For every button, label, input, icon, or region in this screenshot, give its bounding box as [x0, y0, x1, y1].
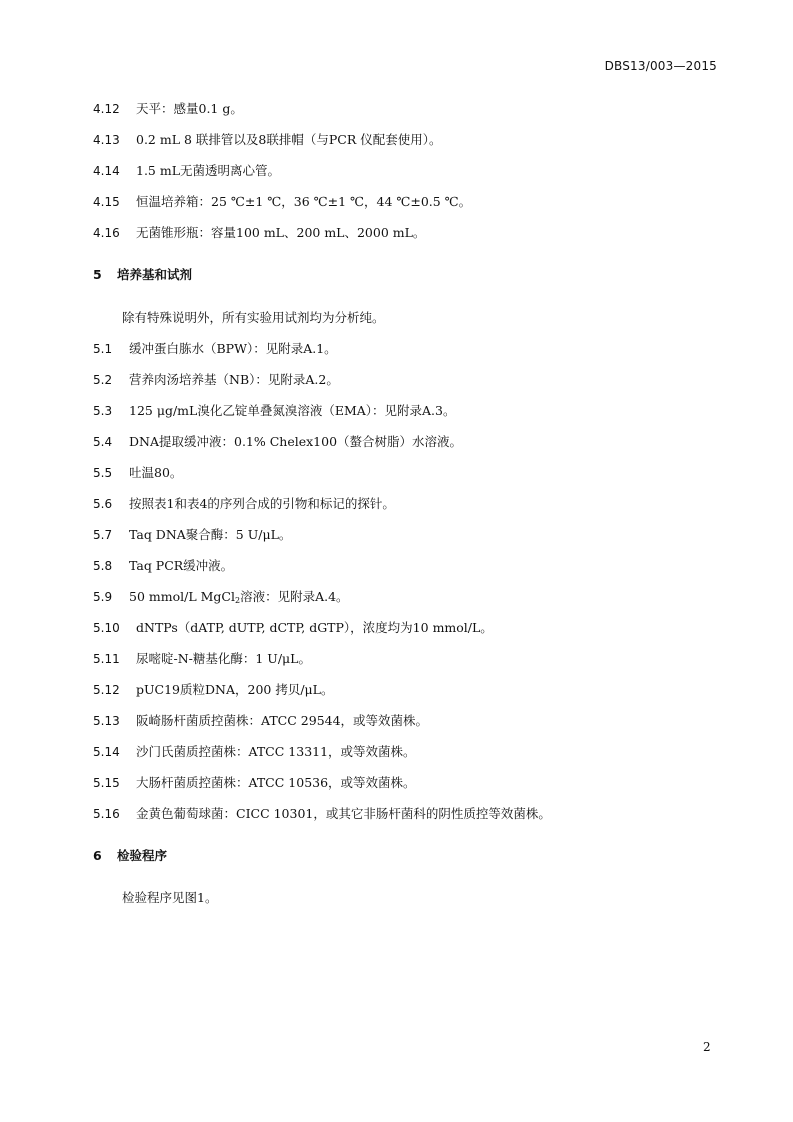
clause-number: 4.15 [93, 195, 120, 209]
clause-text: 营养肉汤培养基（NB）：见附录A.2。 [129, 372, 339, 387]
clause-text: pUC19质粒DNA，200 拷贝/μL。 [136, 682, 334, 697]
clause-text: 按照表1和表4的序列合成的引物和标记的探针。 [129, 496, 395, 511]
clause-number: 5.1 [93, 342, 113, 356]
clause-text: 金黄色葡萄球菌：CICC 10301，或其它非肠杆菌科的阴性质控等效菌株。 [136, 806, 551, 821]
clause-text: 天平：感量0.1 g。 [136, 101, 243, 116]
clause-text: DNA提取缓冲液：0.1% Chelex100（螯合树脂）水溶液。 [129, 434, 463, 449]
clause-number: 5.4 [93, 435, 113, 449]
clause-text: 0.2 mL 8 联排管以及8联排帽（与PCR 仪配套使用）。 [136, 132, 442, 147]
section-6-intro: 检验程序见图1。 [122, 890, 218, 905]
clause-text-part: 溶液：见附录A.4。 [240, 589, 349, 604]
clause-5-14 [93, 743, 416, 761]
clause-number: 5.12 [93, 683, 120, 697]
clause-number: 5.7 [93, 528, 113, 542]
clause-number: 5.10 [93, 621, 120, 635]
document-code: DBS13/003—2015 [604, 59, 717, 73]
section-5-intro: 除有特殊说明外，所有实验用试剂均为分析纯。 [122, 310, 385, 325]
clause-4-13 [93, 131, 441, 149]
clause-number: 5.15 [93, 776, 120, 790]
clause-number: 5.2 [93, 373, 113, 387]
clause-number: 5.14 [93, 745, 120, 759]
clause-number: 5.16 [93, 807, 120, 821]
clause-number: 4.13 [93, 133, 120, 147]
clause-number: 5.3 [93, 404, 113, 418]
clause-5-1 [93, 340, 337, 358]
clause-5-10 [93, 619, 493, 637]
clause-text: dNTPs（dATP, dUTP, dCTP, dGTP），浓度均为10 mmol/L。 [136, 620, 493, 635]
clause-text: 1.5 mL无菌透明离心管。 [136, 163, 281, 178]
clause-text: 吐温80。 [129, 465, 183, 480]
clause-text: 无菌锥形瓶：容量100 mL、200 mL、2000 mL。 [136, 225, 426, 240]
clause-text: 阪崎肠杆菌质控菌株：ATCC 29544，或等效菌株。 [136, 713, 429, 728]
clause-5-12 [93, 681, 333, 699]
clause-5-3 [93, 402, 455, 420]
clause-number: 5.9 [93, 590, 113, 604]
clause-4-12 [93, 100, 243, 118]
clause-number: 5.13 [93, 714, 120, 728]
clause-text: 恒温培养箱：25 ℃±1 ℃，36 ℃±1 ℃，44 ℃±0.5 ℃。 [136, 194, 472, 209]
clause-5-7 [93, 526, 291, 544]
clause-text: 大肠杆菌质控菌株：ATCC 10536，或等效菌株。 [136, 775, 416, 790]
clause-number: 5.11 [93, 652, 120, 666]
clause-4-14 [93, 162, 280, 180]
clause-5-5 [93, 464, 182, 482]
clause-text: 125 μg/mL溴化乙锭单叠氮溴溶液（EMA）：见附录A.3。 [129, 403, 456, 418]
clause-5-2 [93, 371, 339, 389]
section-heading-5 [93, 266, 192, 284]
clause-number: 5.6 [93, 497, 113, 511]
clause-5-9 [93, 588, 349, 606]
clause-5-6 [93, 495, 395, 513]
clause-text: 缓冲蛋白胨水（BPW）：见附录A.1。 [129, 341, 337, 356]
clause-5-4 [93, 433, 462, 451]
clause-number: 5.8 [93, 559, 113, 573]
clause-text: 尿嘧啶-N-糖基化酶：1 U/μL。 [136, 651, 311, 666]
clause-number: 4.14 [93, 164, 120, 178]
clause-4-15 [93, 193, 471, 211]
page-number: 2 [703, 1040, 711, 1054]
clause-5-15 [93, 774, 416, 792]
clause-text: Taq DNA聚合酶：5 U/μL。 [129, 527, 292, 542]
clause-number: 4.16 [93, 226, 120, 240]
section-heading-6 [93, 847, 167, 865]
section-number: 5 [93, 267, 102, 282]
clause-text-part: 50 mmol/L MgCl [129, 589, 235, 604]
clause-5-11 [93, 650, 311, 668]
section-number: 6 [93, 848, 102, 863]
clause-number: 5.5 [93, 466, 113, 480]
clause-4-16 [93, 224, 425, 242]
clause-text: Taq PCR缓冲液。 [129, 558, 234, 573]
section-title: 培养基和试剂 [117, 267, 193, 282]
clause-5-8 [93, 557, 233, 575]
clause-text: 沙门氏菌质控菌株：ATCC 13311，或等效菌株。 [136, 744, 416, 759]
clause-5-13 [93, 712, 428, 730]
clause-5-16 [93, 805, 551, 823]
clause-number: 4.12 [93, 102, 120, 116]
section-title: 检验程序 [117, 848, 168, 863]
subscript: 2 [234, 596, 241, 605]
